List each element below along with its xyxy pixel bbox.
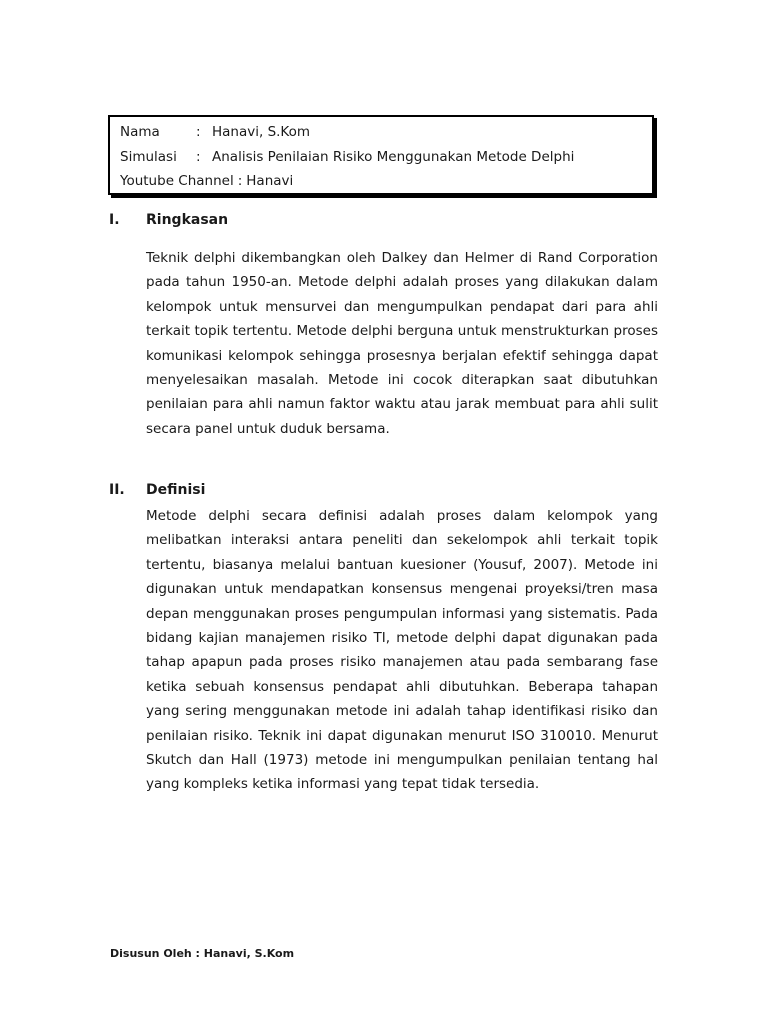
channel-value: Hanavi [246,173,294,189]
channel-colon: : [237,173,243,189]
section-heading-ringkasan [109,212,228,228]
section-number: I. [109,212,120,228]
info-row-simulasi [120,145,642,170]
section-heading-definisi [109,482,205,498]
section-number: II. [109,482,125,498]
name-label: Nama [120,124,160,140]
info-box [108,115,654,195]
section-body-definisi: Metode delphi secara definisi adalah proses dalam kelompok yang melibatkan interaksi antara peneliti dan sekelompok ahli terkait topik tertentu, biasanya melalui bantuan kuesioner (Yousuf, 2007). Metode ini digunakan untuk mendapatkan konsensus mengenai proyeksi/tren masa depan menggunakan proses pengumpulan informasi yang sistematis. Pada bidang kajian manajemen risiko TI, metode delphi dapat digunakan pada tahap apapun pada proses risiko manajemen atau pada sembarang fase ketika sebuah konsensus pendapat ahli dibutuhkan. Beberapa tahapan yang sering menggunakan metode ini adalah tahap identifikasi risiko dan penilaian risiko. Teknik ini dapat digunakan menurut ISO 310010. Menurut Skutch dan Hall (1973) metode ini mengumpulkan penilaian tentang hal yang kompleks ketika informasi yang tepat tidak tersedia. [146,508,658,793]
channel-label: Youtube Channel [120,173,234,189]
section-body-ringkasan: Teknik delphi dikembangkan oleh Dalkey dan Helmer di Rand Corporation pada tahun 1950-an. Metode delphi adalah proses yang dilakukan dalam kelompok untuk mensurvei dan mengumpulkan pendapat dari para ahli terkait topik tertentu. Metode delphi berguna untuk menstrukturkan proses komunikasi kelompok sehingga prosesnya berjalan efektif sehingga dapat menyelesaikan masalah. Metode ini cocok diterapkan saat dibutuhkan penilaian para ahli namun faktor waktu atau jarak membuat para ahli sulit secara panel untuk duduk bersama. [146,250,658,437]
simulasi-value: Analisis Penilaian Risiko Menggunakan Metode Delphi [212,148,575,165]
footer-author: Disusun Oleh : Hanavi, S.Kom [110,947,295,960]
info-row-name [120,120,642,145]
section-title: Ringkasan [146,212,229,228]
info-row-channel [120,169,642,194]
name-colon: : [196,124,201,140]
section-title: Definisi [146,482,206,498]
simulasi-colon: : [196,148,201,165]
name-value: Hanavi, S.Kom [212,124,311,140]
simulasi-label: Simulasi [120,148,177,165]
